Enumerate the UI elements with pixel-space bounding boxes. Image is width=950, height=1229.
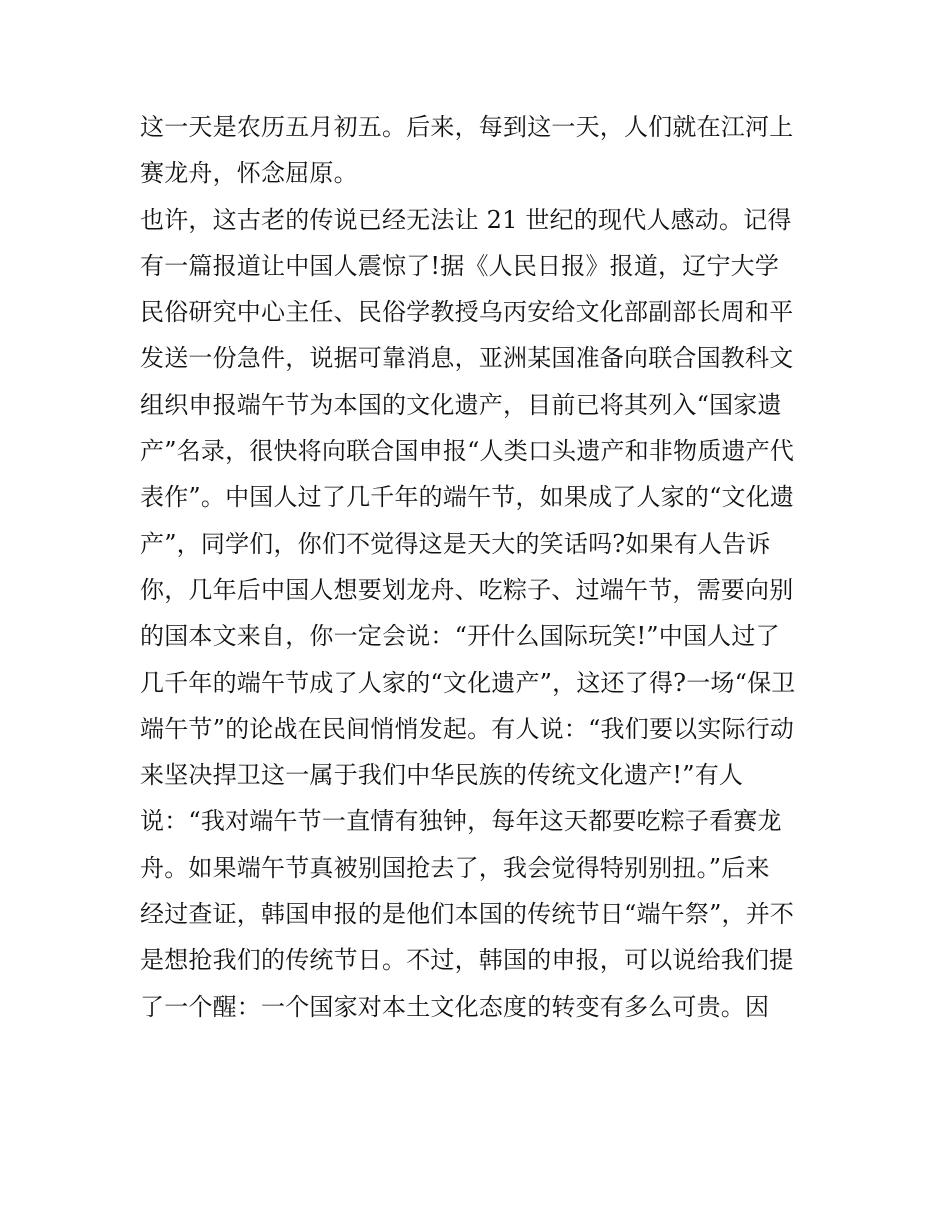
text-line: 发送一份急件，说据可靠消息，亚洲某国准备向联合国教科文	[140, 344, 794, 373]
text-line: 来坚决捍卫这一属于我们中华民族的传统文化遗产!”有人	[140, 761, 744, 790]
text-line: 产”，同学们，你们不觉得这是天大的笑话吗?如果有人告诉	[140, 529, 771, 558]
text-line: 有一篇报道让中国人震惊了!据《人民日报》报道，辽宁大学	[140, 251, 780, 280]
body-text	[140, 104, 830, 1030]
text-line: 表作”。中国人过了几千年的端午节，如果成了人家的“文化遗	[140, 483, 795, 512]
text-line: 舟。如果端午节真被别国抢去了，我会觉得特别别扭。”后来	[140, 853, 770, 882]
text-line: 这一天是农历五月初五。后来，每到这一天，人们就在江河上	[140, 113, 794, 141]
text-line: 是想抢我们的传统节日。不过，韩国的申报，可以说给我们提	[140, 946, 794, 975]
text-line: 民俗研究中心主任、民俗学教授乌丙安给文化部副部长周和平	[140, 298, 794, 327]
text-line: 组织申报端午节为本国的文化遗产，目前已将其列入“国家遗	[140, 390, 782, 419]
text-line: 了一个醒：一个国家对本土文化态度的转变有多么可贵。因	[140, 992, 770, 1021]
text-line: 也许，这古老的传说已经无法让 21 世纪的现代人感动。记得	[140, 205, 792, 234]
text-line: 端午节”的论战在民间悄悄发起。有人说：“我们要以实际行动	[140, 714, 795, 743]
text-line: 的国本文来自，你一定会说：“开什么国际玩笑!”中国人过了	[140, 622, 780, 651]
text-line: 你，几年后中国人想要划龙舟、吃粽子、过端午节，需要向别	[140, 575, 794, 604]
text-line: 产”名录，很快将向联合国申报“人类口头遗产和非物质遗产代	[140, 437, 795, 466]
text-line: 经过查证，韩国申报的是他们本国的传统节日“端午祭”，并不	[140, 900, 795, 929]
text-line: 说：“我对端午节一直情有独钟，每年这天都要吃粽子看赛龙	[140, 807, 782, 836]
text-line: 几千年的端午节成了人家的“文化遗产”，这还了得?一场“保卫	[140, 668, 796, 697]
text-line: 赛龙舟，怀念屈原。	[140, 159, 358, 188]
